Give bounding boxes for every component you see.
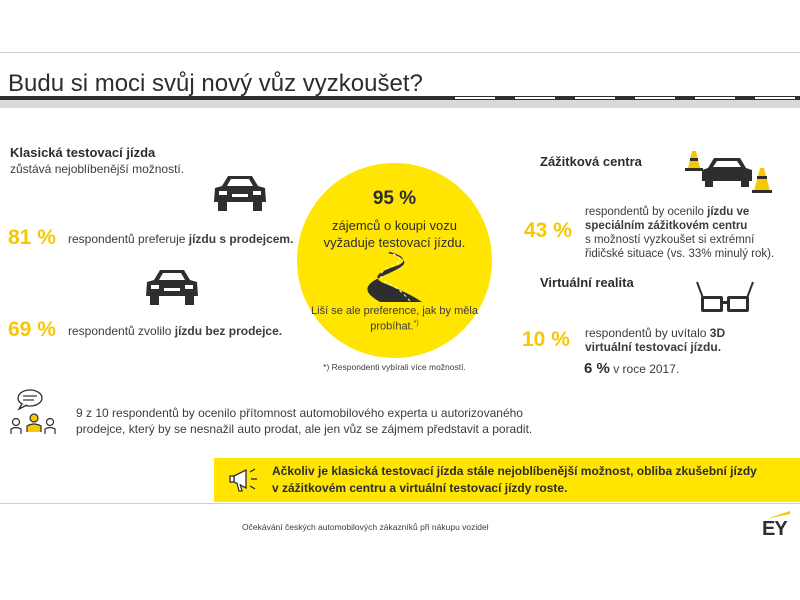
page-title: Budu si moci svůj nový vůz vyzkoušet? (8, 70, 423, 97)
center-note2 (297, 320, 492, 333)
stat-6-pct: 6 % (584, 360, 610, 377)
stat-10-text (585, 326, 800, 354)
stat-69-pre: respondentů zvolilo (68, 324, 175, 338)
expert-line1: 9 z 10 respondentů by ocenilo přítomnost automobilového experta u autorizovaného (76, 406, 523, 420)
experience-centers-heading: Zážitková centra (540, 154, 642, 169)
ey-logo-text: EY (762, 518, 787, 540)
stat-10-line1-bold: 3D (709, 326, 726, 340)
car-icon (210, 172, 270, 214)
stat-43-line1-bold: jízdu ve (707, 206, 750, 218)
ey-logo (760, 510, 792, 542)
expert-line2: prodejce, který by se nesnažil auto prodat, ale jen vůz se zájmem představit a poradit. (76, 422, 533, 436)
center-note-sup: *) (413, 320, 419, 327)
center-line2: vyžaduje testovací jízdu. (323, 235, 466, 250)
stat-81-pct: 81 % (8, 226, 56, 249)
center-footnote: *) Respondenti vybírali více možností. (323, 362, 466, 372)
banner-line2: v zážitkovém centru a virtuální testovací jízdy roste. (272, 481, 568, 495)
stat-81-bold: jízdu s prodejcem. (188, 232, 294, 246)
stat-43-line1-pre: respondentů by ocenilo (585, 206, 708, 218)
stat-43-line1 (585, 205, 800, 219)
stat-10-line2: virtuální testovací jízdu. (585, 340, 722, 354)
vr-glasses-icon (695, 278, 755, 318)
road-icon (360, 252, 430, 302)
stat-10-line1-pre: respondentů by uvítalo (585, 326, 710, 340)
stat-6-rest: v roce 2017. (609, 362, 680, 376)
expert-text (76, 405, 532, 437)
center-note2-text: probíhat. (370, 320, 414, 333)
stat-6-text (584, 360, 679, 377)
top-divider (0, 52, 800, 53)
banner-line1: Ačkoliv je klasická testovací jízda stále nejoblíbenější možnost, obliba zkušební jízdy (272, 464, 757, 478)
center-pct: 95 % (372, 188, 417, 209)
stat-43-line2: speciálním zážitkovém centru (585, 220, 748, 232)
stat-43-line4: řidičské situace (vs. 33% minulý rok). (585, 248, 775, 260)
left-subheading: zůstává nejoblíbenější možností. (10, 162, 185, 176)
virtual-reality-heading: Virtuální realita (540, 275, 634, 290)
stat-81-pre: respondentů preferuje (68, 232, 189, 246)
expert-people-icon (8, 388, 58, 440)
stat-10-pct: 10 % (522, 328, 570, 351)
megaphone-icon (228, 462, 262, 496)
center-note1: Liší se ale preference, jak by měla (311, 305, 478, 317)
stat-10-line1 (585, 326, 800, 340)
left-heading: Klasická testovací jízda (10, 145, 156, 160)
traffic-cone-icon (682, 148, 772, 194)
stat-43-pct: 43 % (524, 219, 572, 242)
car-icon (142, 266, 202, 308)
stat-81-text (68, 232, 293, 246)
banner-text (272, 463, 757, 497)
stat-69-pct: 69 % (8, 318, 56, 341)
stat-43-text (585, 205, 800, 261)
stat-43-line3: s možností vyzkoušet si extrémní (585, 234, 755, 246)
stat-69-bold: jízdu bez prodejce. (174, 324, 283, 338)
stat-69-text (68, 324, 282, 338)
center-line1: zájemců o koupi vozu (331, 218, 457, 233)
footer-caption: Očekávání českých automobilových zákazníků při nákupu vozidel (242, 522, 489, 532)
footer-divider (0, 503, 800, 504)
